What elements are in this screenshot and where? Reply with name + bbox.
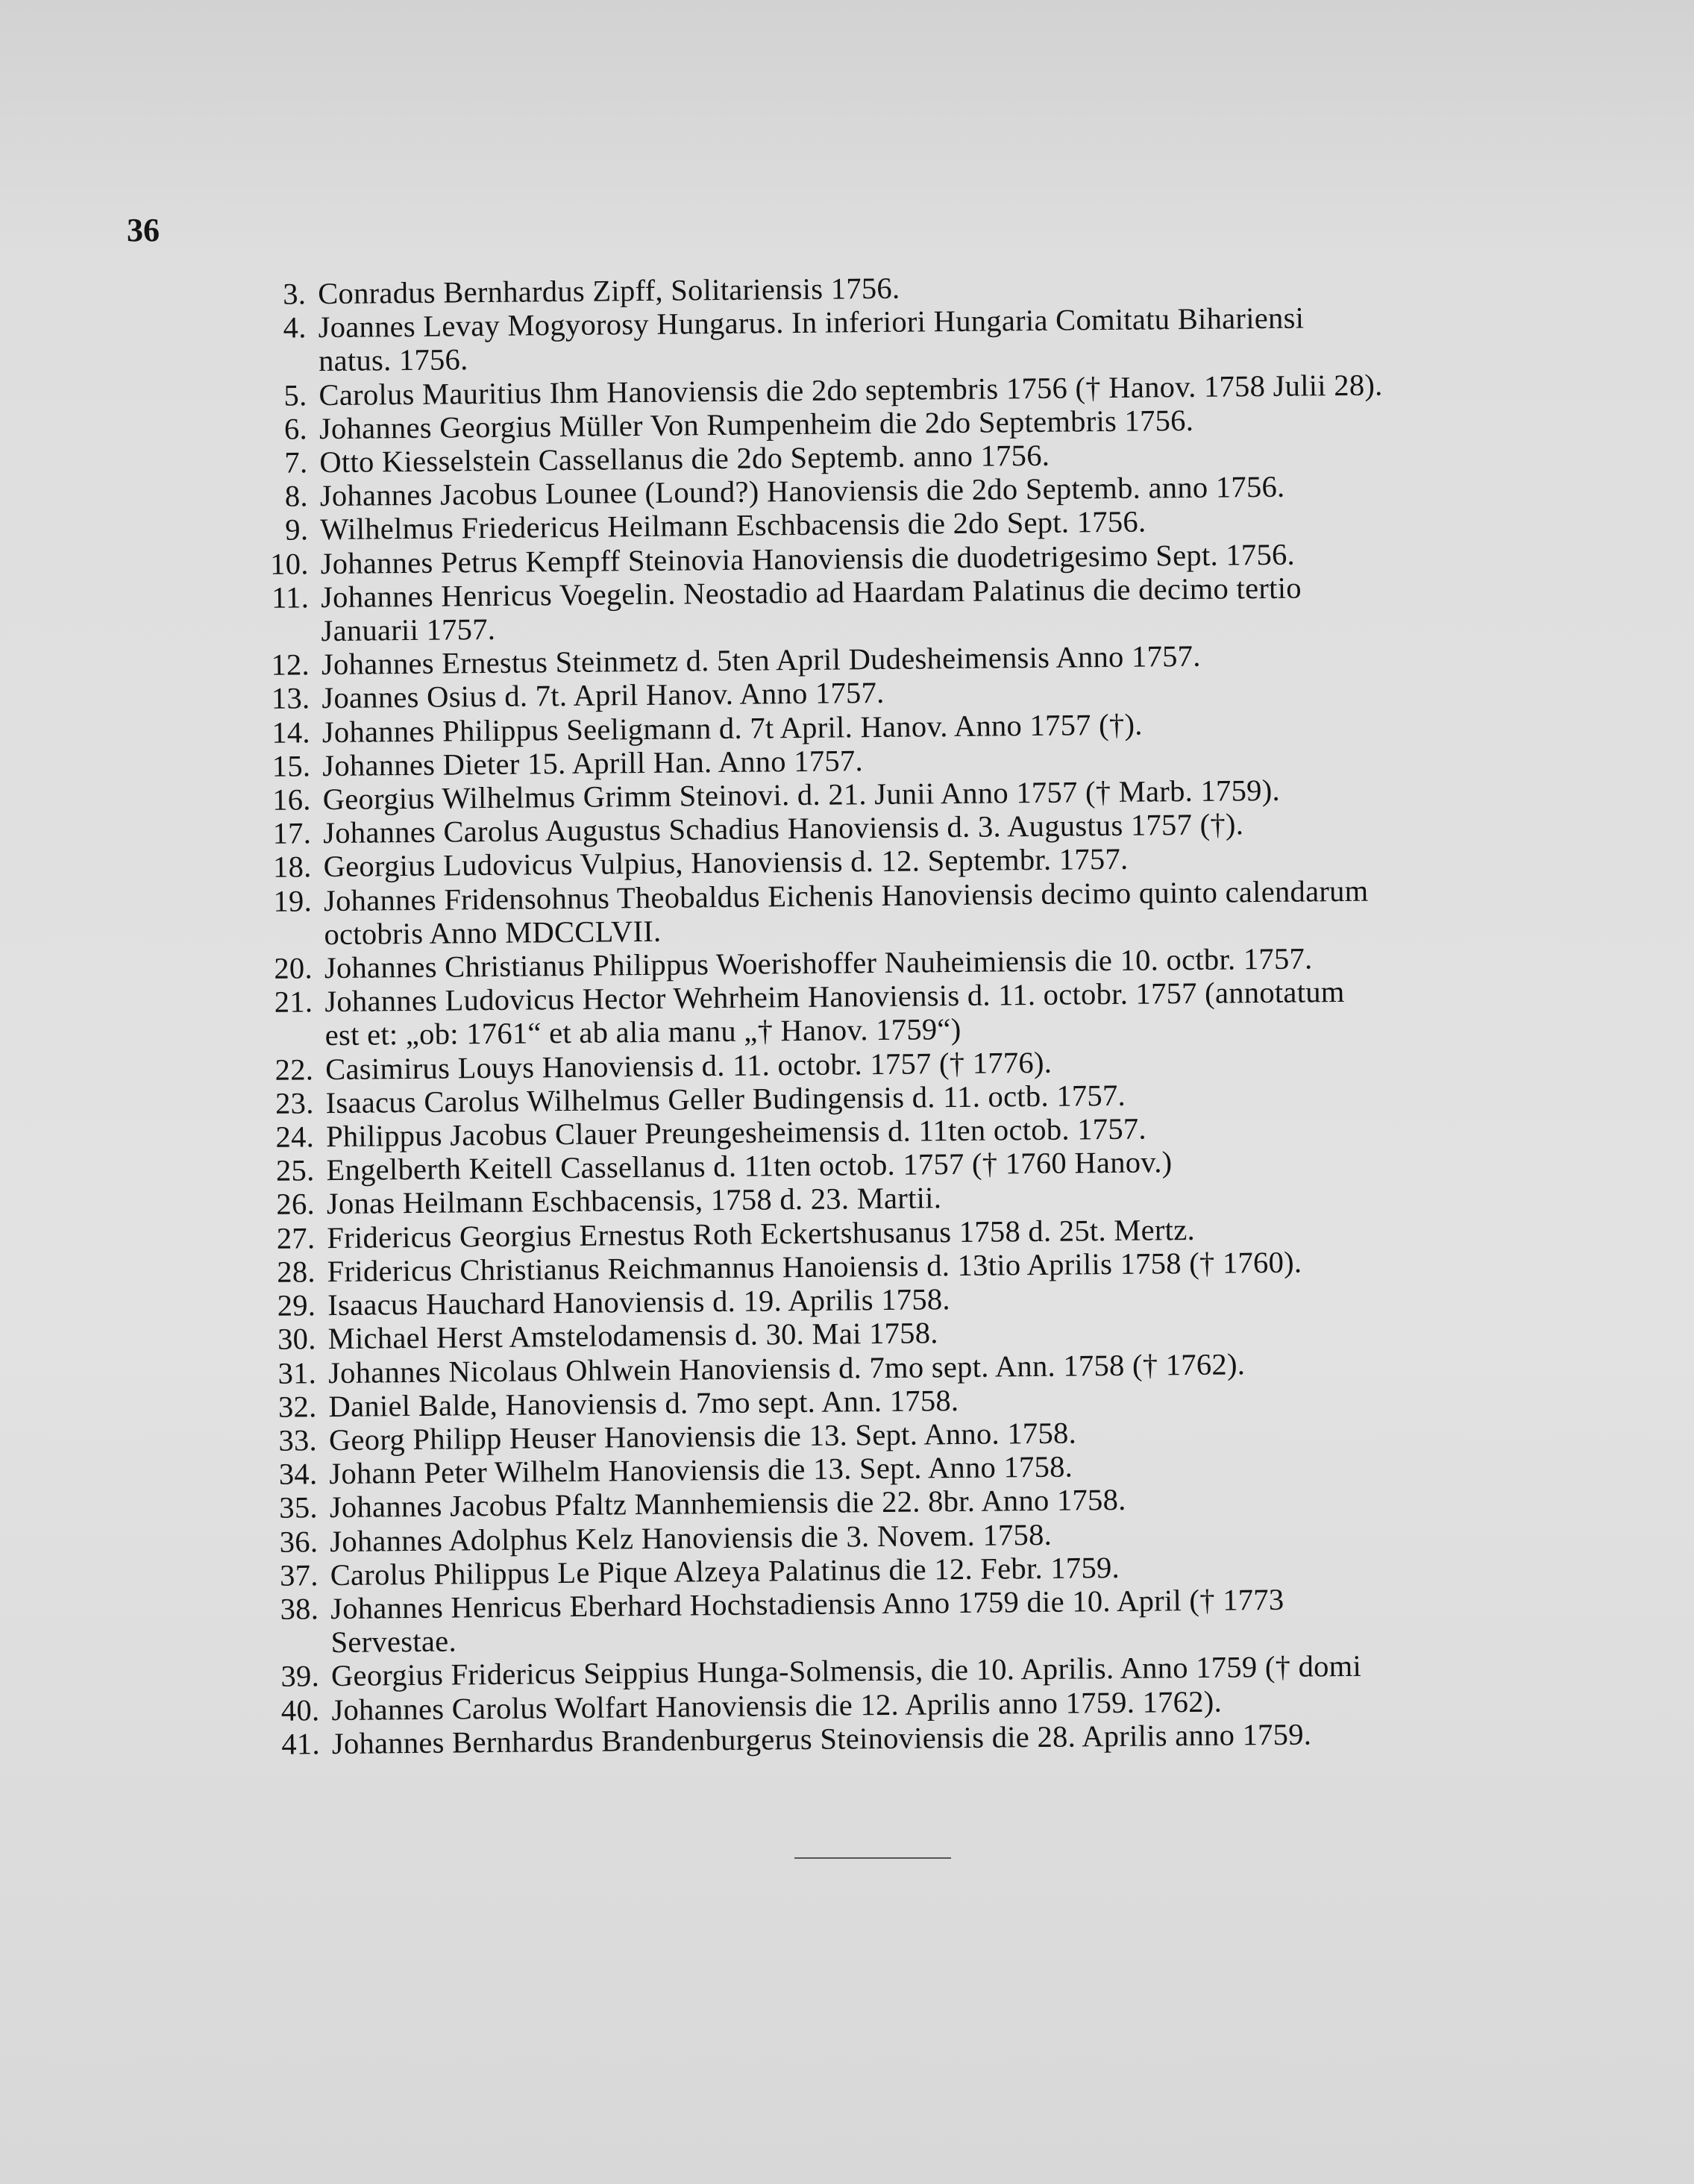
entry-text-block: [321, 568, 1585, 648]
entry-number: 39.: [280, 1659, 320, 1694]
entry-number: 7.: [284, 445, 308, 480]
entry-text: Johannes Christianus Philippus Woerishoffer Nauheimiensis die 10. octbr. 1757.: [324, 941, 1313, 985]
entry-text-block: [324, 872, 1588, 952]
entry-number: 22.: [275, 1052, 314, 1087]
entry-continuation: Servestae.: [330, 1624, 457, 1660]
entry-text: Fridericus Georgius Ernestus Roth Eckertshusanus 1758 d. 25t. Mertz.: [327, 1212, 1196, 1255]
entry-number: 35.: [279, 1490, 319, 1525]
entry-text: Georgius Wilhelmus Grimm Steinovi. d. 21. Junii Anno 1757 († Marb. 1759).: [322, 773, 1281, 817]
entry-number: 10.: [269, 546, 309, 581]
entry-text-block: [330, 1580, 1595, 1660]
entry-list: [254, 265, 1596, 1761]
entry-number: 34.: [278, 1457, 318, 1491]
entry-text: Fridericus Christianus Reichmannus Hanoiensis d. 13tio Aprilis 1758 († 1760).: [327, 1245, 1302, 1289]
entry-text-block: [318, 298, 1582, 378]
entry-text: Johannes Carolus Wolfart Hanoviensis die 12. Aprilis anno 1759. 1762).: [331, 1684, 1223, 1727]
entry-number: 26.: [276, 1187, 316, 1222]
entry-text: Johannes Philippus Seeligmann d. 7t April. Hanov. Anno 1757 (†).: [321, 707, 1143, 749]
entry-number: 18.: [272, 850, 312, 885]
list-item: [260, 973, 1589, 1052]
entry-text: Johannes Adolphus Kelz Hanoviensis die 3. Novem. 1758.: [330, 1517, 1053, 1558]
entry-number: 21.: [274, 985, 313, 1020]
entry-number: 12.: [271, 647, 310, 682]
entry-text: Johannes Dieter 15. Aprill Han. Anno 1757.: [322, 744, 864, 782]
entry-text: Johannes Ludovicus Hector Wehrheim Hanoviensis d. 11. octobr. 1757 (annotatum: [324, 975, 1345, 1019]
entry-number: 40.: [280, 1692, 320, 1728]
entry-number: 28.: [277, 1255, 316, 1289]
entry-number: 15.: [272, 749, 311, 783]
entry-text: Isaacus Hauchard Hanoviensis d. 19. Aprilis 1758.: [327, 1282, 951, 1322]
page-number: 36: [127, 212, 160, 248]
list-item: [254, 298, 1582, 378]
entry-text: Michael Herst Amstelodamensis d. 30. Mai 1758.: [327, 1316, 938, 1356]
entry-text: Georgius Ludovicus Vulpius, Hanoviensis d. 12. Septembr. 1757.: [323, 842, 1129, 884]
entry-number: 11.: [271, 580, 310, 615]
entry-number: 20.: [274, 951, 313, 985]
entry-continuation: octobris Anno MDCCLVII.: [324, 914, 662, 951]
entry-continuation: est et: „ob: 1761“ et ab alia manu „† Hanov. 1759“): [324, 1012, 961, 1052]
entry-text: Georg Philipp Heuser Hanoviensis die 13. Sept. Anno. 1758.: [328, 1416, 1077, 1457]
entry-number: 8.: [284, 479, 309, 513]
entry-text: Isaacus Carolus Wilhelmus Geller Budingensis d. 11. octb. 1757.: [325, 1078, 1126, 1120]
entry-number: 31.: [277, 1355, 317, 1390]
entry-text: Joannes Levay Mogyorosy Hungarus. In inferiori Hungaria Comitatu Bihariensi: [318, 301, 1305, 345]
entry-text: Johannes Henricus Eberhard Hochstadiensis Anno 1759 die 10. April († 1773: [330, 1582, 1284, 1626]
entry-text: Wilhelmus Friedericus Heilmann Eschbacensis die 2do Sept. 1756.: [320, 504, 1146, 547]
entry-number: 41.: [281, 1726, 321, 1761]
entry-text: Johann Peter Wilhelm Hanoviensis die 13. Sept. Anno 1758.: [329, 1449, 1073, 1491]
entry-number: 19.: [273, 883, 313, 918]
entry-text: Casimirus Louys Hanoviensis d. 11. octobr. 1757 († 1776).: [324, 1045, 1053, 1086]
entry-number: 30.: [277, 1322, 316, 1357]
list-item: [260, 872, 1588, 952]
entry-text: Johannes Bernhardus Brandenburgerus Steinoviensis die 28. Aprilis anno 1759.: [331, 1717, 1312, 1760]
entry-text: Johannes Nicolaus Ohlwein Hanoviensis d. 7mo sept. Ann. 1758 († 1762).: [327, 1346, 1246, 1390]
entry-text: Engelberth Keitell Cassellanus d. 11ten octob. 1757 († 1760 Hanov.): [326, 1145, 1173, 1187]
entry-number: 5.: [283, 377, 307, 412]
entry-text: Jonas Heilmann Eschbacensis, 1758 d. 23. Martii.: [326, 1181, 942, 1221]
entry-number: 14.: [272, 715, 311, 750]
entry-text: Johannes Henricus Voegelin. Neostadio ad Haardam Palatinus die decimo tertio: [320, 571, 1302, 614]
entry-number: 6.: [283, 412, 308, 446]
list-item: [257, 568, 1585, 648]
entry-number: 37.: [279, 1557, 319, 1592]
entry-number: 38.: [280, 1592, 319, 1626]
entry-text: Philippus Jacobus Clauer Preungesheimensis d. 11ten octob. 1757.: [325, 1111, 1147, 1154]
entry-continuation: natus. 1756.: [318, 342, 468, 378]
entry-number: 32.: [277, 1389, 317, 1424]
entry-number: 33.: [278, 1423, 318, 1457]
entry-continuation: Januarii 1757.: [321, 612, 496, 648]
entry-number: 17.: [272, 816, 312, 851]
entry-text: Joannes Osius d. 7t. April Hanov. Anno 1757.: [321, 676, 885, 715]
entry-text: Johannes Jacobus Lounee (Lound?) Hanoviensis die 2do Septemb. anno 1756.: [319, 469, 1285, 513]
entry-text: Johannes Petrus Kempff Steinovia Hanoviensis die duodetrigesimo Sept. 1756.: [320, 537, 1296, 580]
entry-number: 9.: [285, 512, 309, 547]
entry-number: 16.: [272, 782, 311, 817]
entry-text: Otto Kiesselstein Cassellanus die 2do Septemb. anno 1756.: [319, 438, 1050, 480]
entry-number: 25.: [275, 1153, 315, 1188]
entry-text: Georgius Fridericus Seippius Hunga-Solmensis, die 10. Aprilis. Anno 1759 († domi: [330, 1649, 1362, 1693]
entry-text: Johannes Carolus Augustus Schadius Hanoviensis d. 3. Augustus 1757 (†).: [322, 807, 1244, 850]
entry-number: 24.: [275, 1120, 315, 1154]
entry-number: 13.: [271, 681, 310, 716]
entry-text: Daniel Balde, Hanoviensis d. 7mo sept. Ann. 1758.: [328, 1383, 959, 1423]
entry-number: 29.: [277, 1288, 316, 1322]
list-item: [266, 1580, 1595, 1660]
entry-text: Johannes Jacobus Pfaltz Mannhemiensis die 22. 8br. Anno 1758.: [329, 1483, 1126, 1525]
entry-text: Johannes Fridensohnus Theobaldus Eichenis Hanoviensis decimo quinto calendarum: [323, 873, 1369, 917]
entry-text-block: [324, 973, 1589, 1052]
entry-number: 23.: [275, 1086, 314, 1120]
entry-number: 27.: [276, 1220, 316, 1255]
entry-text: Johannes Georgius Müller Von Rumpenheim die 2do Septembris 1756.: [319, 403, 1194, 445]
closing-rule: [794, 1857, 951, 1859]
entry-text: Carolus Philippus Le Pique Alzeya Palatinus die 12. Febr. 1759.: [330, 1550, 1120, 1592]
entry-text: Conradus Bernhardus Zipff, Solitariensis 1756.: [317, 271, 900, 311]
entry-number: 3.: [283, 277, 307, 311]
entry-number: 4.: [283, 310, 307, 345]
entry-text: Johannes Ernestus Steinmetz d. 5ten April Dudesheimensis Anno 1757.: [321, 639, 1201, 682]
entry-number: 36.: [279, 1524, 319, 1559]
entry-text: Carolus Mauritius Ihm Hanoviensis die 2do septembris 1756 († Hanov. 1758 Julii 28).: [319, 368, 1383, 412]
